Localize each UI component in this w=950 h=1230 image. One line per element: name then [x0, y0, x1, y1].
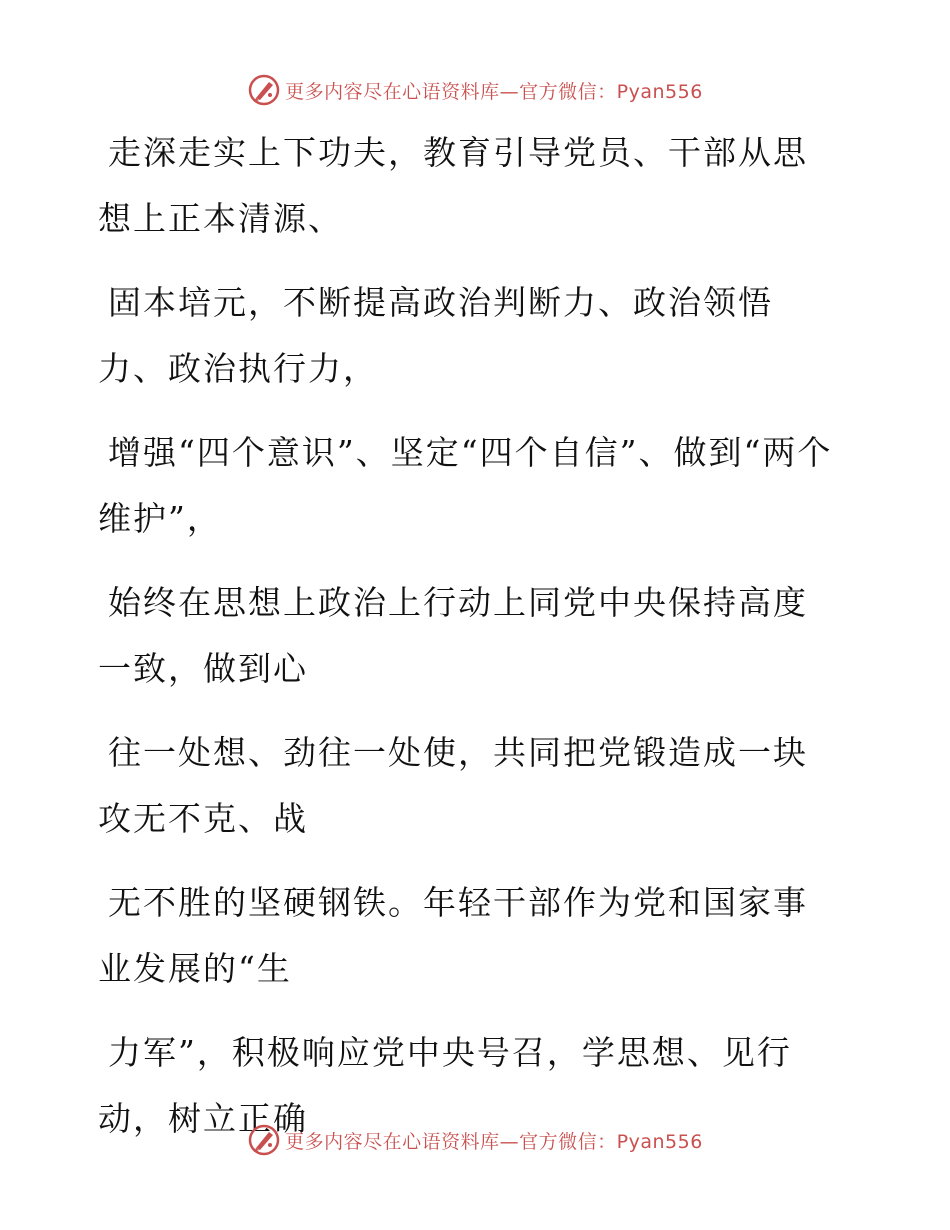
quill-pen-logo-icon — [247, 1123, 281, 1157]
paragraph-2: 固本培元，不断提高政治判断力、政治领悟力、政治执行力， — [98, 283, 773, 388]
footer-watermark-label: 更多内容尽在心语资料库—官方微信： — [285, 1130, 617, 1153]
footer-watermark-text — [285, 1127, 703, 1154]
header-watermark-banner — [0, 70, 950, 110]
header-watermark-handle: Pyan556 — [616, 80, 703, 103]
paragraph-3: 增强“四个意识”、坚定“四个自信”、做到“两个维护”， — [98, 433, 833, 538]
paragraph-7: 力军”，积极响应党中央号召，学思想、见行动，树立正确 — [98, 1033, 792, 1138]
footer-watermark-banner — [0, 1120, 950, 1160]
quill-pen-logo-icon — [247, 73, 281, 107]
header-watermark-text — [285, 77, 703, 104]
paragraph-1: 走深走实上下功夫，教育引导党员、干部从思想上正本清源、 — [98, 133, 808, 238]
paragraph-6: 无不胜的坚硬钢铁。年轻干部作为党和国家事业发展的“生 — [98, 883, 808, 988]
paragraph-4: 始终在思想上政治上行动上同党中央保持高度一致，做到心 — [98, 583, 808, 688]
footer-watermark-handle: Pyan556 — [616, 1130, 703, 1153]
document-body — [98, 120, 838, 1170]
paragraph-5: 往一处想、劲往一处使，共同把党锻造成一块攻无不克、战 — [98, 733, 808, 838]
header-watermark-label: 更多内容尽在心语资料库—官方微信： — [285, 80, 617, 103]
